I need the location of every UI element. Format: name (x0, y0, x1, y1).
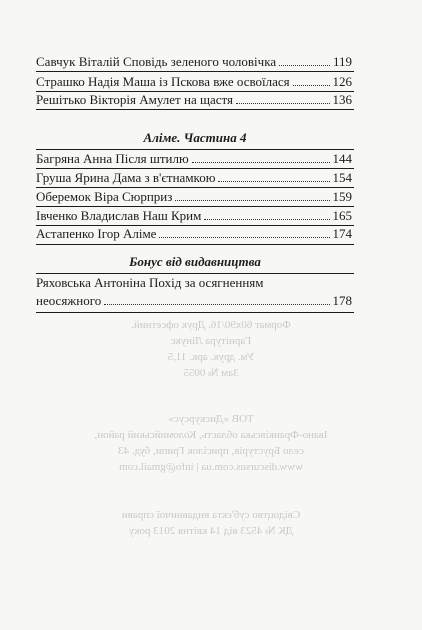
entry-rule (36, 168, 354, 169)
entry-page: 159 (332, 189, 352, 204)
section-rule (36, 273, 354, 274)
entry-title: Похід за осягненням (149, 275, 264, 290)
toc-entry (36, 208, 352, 224)
entry-author: Решітько Вікторія (36, 92, 136, 107)
toc-entry-multiline (36, 275, 352, 309)
dot-leader (293, 84, 330, 86)
entry-author: Оберемок Віра (36, 189, 119, 204)
section-heading: Бонус від видавництва (129, 254, 261, 269)
toc-entry (36, 92, 352, 108)
entry-title: Аліме (122, 226, 157, 241)
dot-leader (204, 218, 329, 220)
toc-entry (36, 170, 352, 186)
entry-rule (36, 312, 354, 313)
dot-leader (104, 303, 329, 305)
entry-rule (36, 109, 354, 110)
dot-leader (279, 64, 330, 66)
entry-title: Дама з в'єтнамкою (112, 170, 216, 185)
entry-page: 126 (332, 74, 352, 89)
entry-rule (36, 244, 354, 245)
bleed-through: Формат 60х90/16. Друк офсетний. Гарнітура Лінукс Ум. друк. арк. 11,5 Зам № 0055 ТОВ «Дискурсус» Івано-Франківська область, Коломийський район, село Брустурів, присілок Грипи, буд. 43 www.discursus.com.ua | info@gmail.com Свідоцтво суб'єкта видавничої справи ДК № 4523 від 14 квітня 2013 року (94, 319, 328, 537)
toc-entry (36, 226, 352, 242)
toc-entry (36, 54, 352, 70)
entry-author: Івченко Владислав (36, 208, 140, 223)
toc-entry (36, 74, 352, 90)
entry-title: Амулет на щастя (139, 92, 233, 107)
section-rule (36, 149, 354, 150)
section-heading: Аліме. Частина 4 (143, 130, 247, 145)
dot-leader (159, 236, 329, 238)
entry-page: 178 (332, 293, 352, 308)
entry-author: Ряховська Антоніна (36, 275, 146, 290)
entry-author: Багряна Анна (36, 151, 113, 166)
entry-author: Савчук Віталій (36, 54, 120, 69)
entry-page: 165 (332, 208, 352, 223)
dot-leader (192, 161, 330, 163)
entry-page: 144 (332, 151, 352, 166)
entry-page: 136 (332, 92, 352, 107)
entry-title: Сюрприз (121, 189, 173, 204)
dot-leader (236, 102, 330, 104)
toc-entry (36, 151, 352, 167)
entry-author: Страшко Надія (36, 74, 120, 89)
entry-rule (36, 206, 354, 207)
entry-title: Маша із Пскова вже освоїлася (122, 74, 290, 89)
dot-leader (218, 180, 329, 182)
entry-author: Груша Ярина (36, 170, 110, 185)
entry-author: Астапенко Ігор (36, 226, 120, 241)
entry-page: 119 (332, 54, 352, 69)
entry-page: 154 (332, 170, 352, 185)
dot-leader (175, 199, 329, 201)
toc-entry (36, 189, 352, 205)
entry-title: Після штилю (115, 151, 189, 166)
entry-rule (36, 187, 354, 188)
entry-title: Наш Крим (142, 208, 202, 223)
entry-title-continuation: неосяжного (36, 293, 102, 308)
entry-rule (36, 71, 354, 72)
entry-title: Сповідь зеленого чоловічка (123, 54, 277, 69)
entry-page: 174 (332, 226, 352, 241)
